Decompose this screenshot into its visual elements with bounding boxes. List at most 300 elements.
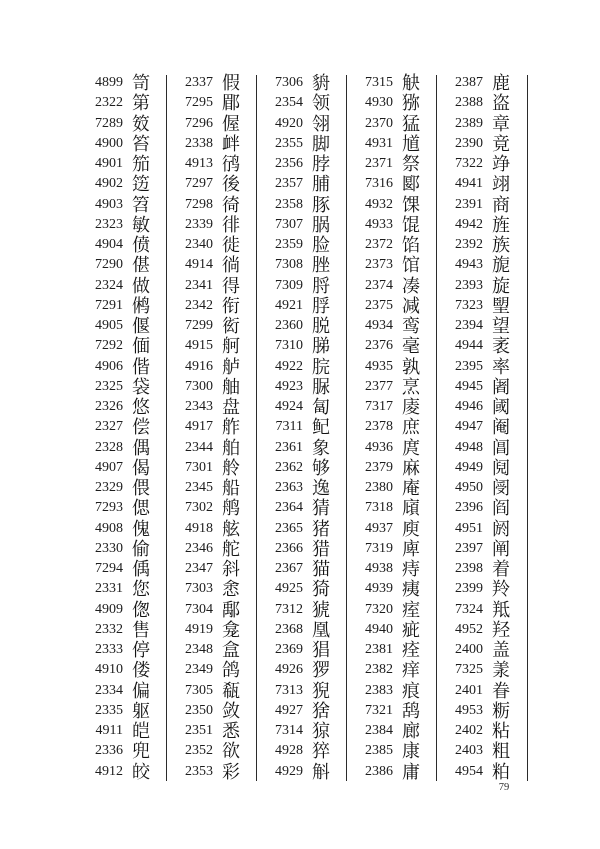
code-number: 7308 — [275, 257, 303, 273]
code-number: 2328 — [95, 439, 123, 455]
character-cell: 痒 — [402, 660, 420, 681]
character-cell: 笯 — [132, 113, 150, 134]
code-number: 4925 — [275, 581, 303, 597]
table-row — [275, 438, 354, 458]
table-row — [275, 741, 354, 761]
table-row — [185, 519, 264, 539]
code-number: 2361 — [275, 439, 303, 455]
character-cell: 偈 — [132, 457, 150, 478]
table-row — [275, 276, 354, 296]
code-number: 2392 — [455, 237, 483, 253]
code-number: 4953 — [455, 702, 483, 718]
code-number: 2378 — [365, 419, 393, 435]
character-cell: 脞 — [312, 255, 330, 276]
code-number: 2323 — [95, 216, 123, 232]
code-number: 2327 — [95, 419, 123, 435]
table-row — [95, 681, 174, 701]
table-row — [95, 539, 174, 559]
character-cell: 祭 — [402, 154, 420, 175]
character-cell: 偻 — [132, 660, 150, 681]
table-row — [275, 458, 354, 478]
code-number: 7296 — [185, 115, 213, 131]
character-cell: 笤 — [132, 194, 150, 215]
code-number: 4926 — [275, 662, 303, 678]
code-number: 7325 — [455, 662, 483, 678]
table-row — [365, 579, 444, 599]
character-cell: 偷 — [132, 538, 150, 559]
character-cell: 偭 — [132, 336, 150, 357]
table-row — [95, 235, 174, 255]
code-number: 2357 — [275, 176, 303, 192]
code-number: 2346 — [185, 540, 213, 556]
table-row — [95, 114, 174, 134]
code-number: 7321 — [365, 702, 393, 718]
table-row — [95, 600, 174, 620]
table-row — [455, 519, 534, 539]
character-cell: 笾 — [132, 174, 150, 195]
character-cell: 舲 — [222, 457, 240, 478]
table-row — [275, 478, 354, 498]
table-row — [365, 600, 444, 620]
table-row — [275, 417, 354, 437]
code-number: 7294 — [95, 561, 123, 577]
table-row — [455, 600, 534, 620]
character-cell: 笥 — [132, 73, 150, 94]
table-row — [455, 701, 534, 721]
character-cell: 猕 — [402, 93, 420, 114]
table-row — [95, 721, 174, 741]
character-cell: 衒 — [222, 316, 240, 337]
character-cell: 脬 — [312, 295, 330, 316]
code-number: 2385 — [365, 743, 393, 759]
character-cell: 偏 — [132, 680, 150, 701]
table-row — [185, 377, 264, 397]
table-row — [365, 438, 444, 458]
character-cell: 商 — [492, 194, 510, 215]
code-number: 4952 — [455, 621, 483, 637]
code-number: 4921 — [275, 297, 303, 313]
code-number: 2397 — [455, 540, 483, 556]
table-row — [95, 478, 174, 498]
code-number: 2348 — [185, 642, 213, 658]
code-number: 2343 — [185, 399, 213, 415]
code-number: 4912 — [95, 763, 123, 779]
character-cell: 笳 — [132, 154, 150, 175]
table-row — [365, 357, 444, 377]
column-group — [354, 73, 444, 782]
code-number: 2324 — [95, 277, 123, 293]
character-cell: 阋 — [492, 457, 510, 478]
character-cell: 脖 — [312, 154, 330, 175]
table-row — [95, 357, 174, 377]
character-cell: 舳 — [222, 376, 240, 397]
table-row — [455, 73, 534, 93]
table-row — [275, 377, 354, 397]
character-cell: 鸽 — [222, 660, 240, 681]
character-cell: 猛 — [402, 113, 420, 134]
table-row — [95, 417, 174, 437]
table-row — [365, 114, 444, 134]
table-row — [185, 93, 264, 113]
character-cell: 猗 — [312, 579, 330, 600]
table-row — [365, 73, 444, 93]
character-cell: 鸾 — [402, 316, 420, 337]
character-cell: 盖 — [492, 640, 510, 661]
character-cell: 猜 — [312, 498, 330, 519]
character-cell: 後 — [222, 174, 240, 195]
character-cell: 脸 — [312, 235, 330, 256]
table-row — [95, 255, 174, 275]
table-row — [95, 519, 174, 539]
column-group — [174, 73, 264, 782]
character-cell: 盒 — [222, 640, 240, 661]
code-number: 4932 — [365, 196, 393, 212]
code-number: 7313 — [275, 682, 303, 698]
character-cell: 阏 — [492, 518, 510, 539]
table-row — [185, 397, 264, 417]
character-cell: 族 — [492, 235, 510, 256]
table-row — [275, 174, 354, 194]
code-number: 4900 — [95, 135, 123, 151]
character-cell: 皑 — [132, 721, 150, 742]
table-row — [455, 417, 534, 437]
code-number: 4915 — [185, 338, 213, 354]
table-row — [455, 579, 534, 599]
table-row — [185, 539, 264, 559]
code-number: 2380 — [365, 480, 393, 496]
character-cell: 假 — [222, 73, 240, 94]
table-row — [95, 762, 174, 782]
table-row — [275, 640, 354, 660]
character-cell: 庳 — [402, 538, 420, 559]
character-cell: 皎 — [132, 761, 150, 782]
table-row — [95, 174, 174, 194]
code-number: 2369 — [275, 642, 303, 658]
code-number: 7314 — [275, 723, 303, 739]
table-row — [185, 174, 264, 194]
character-cell: 廎 — [402, 498, 420, 519]
table-row — [185, 559, 264, 579]
code-number: 2336 — [95, 743, 123, 759]
code-number: 2371 — [365, 156, 393, 172]
character-cell: 停 — [132, 640, 150, 661]
character-cell: 悆 — [222, 579, 240, 600]
character-cell: 阎 — [492, 498, 510, 519]
character-cell: 凰 — [312, 619, 330, 640]
code-number: 4937 — [365, 520, 393, 536]
character-cell: 馃 — [402, 194, 420, 215]
character-cell: 痕 — [402, 680, 420, 701]
code-number: 4940 — [365, 621, 393, 637]
character-cell: 猪 — [312, 518, 330, 539]
code-number: 7309 — [275, 277, 303, 293]
code-number: 4916 — [185, 358, 213, 374]
code-number: 7311 — [275, 419, 303, 435]
code-number: 2387 — [455, 75, 483, 91]
table-row — [275, 336, 354, 356]
table-row — [275, 114, 354, 134]
character-cell: 兜 — [132, 741, 150, 762]
code-number: 2381 — [365, 642, 393, 658]
character-cell: 馆 — [402, 255, 420, 276]
code-number: 2386 — [365, 763, 393, 779]
code-number: 2393 — [455, 277, 483, 293]
character-cell: 减 — [402, 295, 420, 316]
character-cell: 粗 — [492, 741, 510, 762]
table-row — [95, 640, 174, 660]
character-cell: 脶 — [312, 214, 330, 235]
character-cell: 衅 — [222, 133, 240, 154]
character-cell: 眷 — [492, 680, 510, 701]
code-number: 7320 — [365, 601, 393, 617]
table-row — [275, 134, 354, 154]
character-cell: 馄 — [402, 214, 420, 235]
table-row — [455, 114, 534, 134]
character-cell: 痍 — [402, 579, 420, 600]
character-cell: 舸 — [222, 336, 240, 357]
code-number: 7295 — [185, 95, 213, 111]
character-cell: 猞 — [312, 700, 330, 721]
code-number: 2362 — [275, 459, 303, 475]
table-row — [365, 478, 444, 498]
column-divider — [256, 75, 257, 781]
code-number: 4922 — [275, 358, 303, 374]
table-row — [275, 681, 354, 701]
character-cell: 痓 — [402, 599, 420, 620]
table-row — [455, 174, 534, 194]
code-number: 4911 — [95, 723, 123, 739]
table-row — [95, 701, 174, 721]
character-cell: 徜 — [222, 255, 240, 276]
character-cell: 䏲 — [312, 336, 330, 357]
table-row — [95, 73, 174, 93]
code-number: 2390 — [455, 135, 483, 151]
character-cell: 章 — [492, 113, 510, 134]
character-cell: 笞 — [132, 133, 150, 154]
character-cell: 庸 — [402, 761, 420, 782]
table-row — [365, 93, 444, 113]
code-number: 4939 — [365, 581, 393, 597]
code-number: 7303 — [185, 581, 213, 597]
table-row — [455, 377, 534, 397]
table-row — [455, 762, 534, 782]
character-cell: 偎 — [132, 478, 150, 499]
table-row — [275, 620, 354, 640]
table-row — [365, 519, 444, 539]
table-row — [185, 73, 264, 93]
character-cell: 毫 — [402, 336, 420, 357]
table-row — [365, 336, 444, 356]
table-row — [365, 620, 444, 640]
code-number: 2395 — [455, 358, 483, 374]
code-number: 4946 — [455, 399, 483, 415]
code-number: 2344 — [185, 439, 213, 455]
table-row — [95, 316, 174, 336]
table-row — [275, 296, 354, 316]
code-number: 2325 — [95, 378, 123, 394]
table-row — [185, 681, 264, 701]
character-cell: 领 — [312, 93, 330, 114]
code-number: 2399 — [455, 581, 483, 597]
code-number: 4945 — [455, 378, 483, 394]
column-group — [264, 73, 354, 782]
code-number: 7297 — [185, 176, 213, 192]
character-cell: 庾 — [402, 518, 420, 539]
code-number: 7322 — [455, 156, 483, 172]
character-cell: 痔 — [402, 559, 420, 580]
column-group — [444, 73, 534, 782]
character-cell: 旎 — [492, 255, 510, 276]
character-cell: 做 — [132, 275, 150, 296]
code-number: 2331 — [95, 581, 123, 597]
table-row — [185, 660, 264, 680]
code-number: 4913 — [185, 156, 213, 172]
table-row — [185, 620, 264, 640]
character-cell: 脚 — [312, 133, 330, 154]
table-row — [275, 701, 354, 721]
character-cell: 舴 — [222, 417, 240, 438]
table-row — [365, 255, 444, 275]
table-row — [455, 154, 534, 174]
table-row — [455, 640, 534, 660]
code-number: 7305 — [185, 682, 213, 698]
table-row — [455, 681, 534, 701]
character-cell: 猄 — [312, 721, 330, 742]
table-row — [275, 357, 354, 377]
code-number: 2375 — [365, 297, 393, 313]
table-row — [455, 539, 534, 559]
code-number: 2363 — [275, 480, 303, 496]
code-number: 4907 — [95, 459, 123, 475]
table-row — [95, 498, 174, 518]
code-number: 2367 — [275, 561, 303, 577]
table-row — [365, 640, 444, 660]
character-cell: 郿 — [222, 93, 240, 114]
character-cell: 鱾 — [312, 417, 330, 438]
character-cell: 鄅 — [222, 599, 240, 620]
character-cell: 售 — [132, 619, 150, 640]
table-row — [365, 741, 444, 761]
table-row — [365, 559, 444, 579]
table-row — [185, 235, 264, 255]
character-index-table — [84, 73, 534, 782]
character-cell: 逸 — [312, 478, 330, 499]
character-cell: 麻 — [402, 457, 420, 478]
table-row — [275, 519, 354, 539]
character-cell: 斛 — [312, 761, 330, 782]
code-number: 2402 — [455, 723, 483, 739]
table-row — [455, 195, 534, 215]
character-cell: 舻 — [222, 356, 240, 377]
table-row — [95, 377, 174, 397]
table-row — [185, 640, 264, 660]
table-row — [365, 397, 444, 417]
code-number: 2356 — [275, 156, 303, 172]
code-number: 2366 — [275, 540, 303, 556]
code-number: 2326 — [95, 399, 123, 415]
code-number: 2329 — [95, 480, 123, 496]
character-cell: 翎 — [312, 113, 330, 134]
character-cell: 偓 — [222, 113, 240, 134]
character-cell: 躯 — [132, 700, 150, 721]
character-cell: 阐 — [492, 538, 510, 559]
table-row — [275, 154, 354, 174]
table-row — [275, 73, 354, 93]
column-divider — [527, 75, 528, 781]
table-row — [365, 498, 444, 518]
table-row — [455, 134, 534, 154]
character-cell: 廊 — [402, 721, 420, 742]
table-row — [365, 154, 444, 174]
code-number: 2333 — [95, 642, 123, 658]
character-cell: 孰 — [402, 356, 420, 377]
table-row — [95, 276, 174, 296]
character-cell: 翊 — [492, 174, 510, 195]
character-cell: 敏 — [132, 214, 150, 235]
code-number: 7317 — [365, 399, 393, 415]
code-number: 2376 — [365, 338, 393, 354]
table-row — [455, 336, 534, 356]
code-number: 4954 — [455, 763, 483, 779]
table-row — [185, 762, 264, 782]
code-number: 7299 — [185, 318, 213, 334]
table-row — [95, 215, 174, 235]
table-row — [365, 235, 444, 255]
table-row — [365, 377, 444, 397]
table-row — [95, 438, 174, 458]
character-cell: 龛 — [222, 619, 240, 640]
code-number: 7306 — [275, 75, 303, 91]
table-row — [455, 215, 534, 235]
code-number: 4910 — [95, 662, 123, 678]
code-number: 2359 — [275, 237, 303, 253]
character-cell: 望 — [492, 316, 510, 337]
table-row — [185, 195, 264, 215]
character-cell: 阇 — [492, 376, 510, 397]
character-cell: 偕 — [132, 356, 150, 377]
character-cell: 脘 — [312, 356, 330, 377]
code-number: 2350 — [185, 702, 213, 718]
code-number: 4948 — [455, 439, 483, 455]
table-row — [185, 600, 264, 620]
character-cell: 舷 — [222, 518, 240, 539]
code-number: 2354 — [275, 95, 303, 111]
table-row — [185, 154, 264, 174]
table-row — [185, 134, 264, 154]
table-row — [185, 741, 264, 761]
code-number: 4950 — [455, 480, 483, 496]
character-cell: 偊 — [132, 559, 150, 580]
table-row — [275, 195, 354, 215]
character-cell: 盘 — [222, 397, 240, 418]
code-number: 4943 — [455, 257, 483, 273]
table-row — [185, 721, 264, 741]
character-cell: 羚 — [492, 579, 510, 600]
code-number: 2391 — [455, 196, 483, 212]
code-number: 2355 — [275, 135, 303, 151]
code-number: 2334 — [95, 682, 123, 698]
table-row — [185, 276, 264, 296]
table-row — [95, 134, 174, 154]
table-row — [365, 660, 444, 680]
table-row — [185, 336, 264, 356]
code-number: 2370 — [365, 115, 393, 131]
code-number: 2368 — [275, 621, 303, 637]
character-cell: 烹 — [402, 376, 420, 397]
table-row — [365, 681, 444, 701]
table-row — [95, 579, 174, 599]
table-row — [365, 417, 444, 437]
